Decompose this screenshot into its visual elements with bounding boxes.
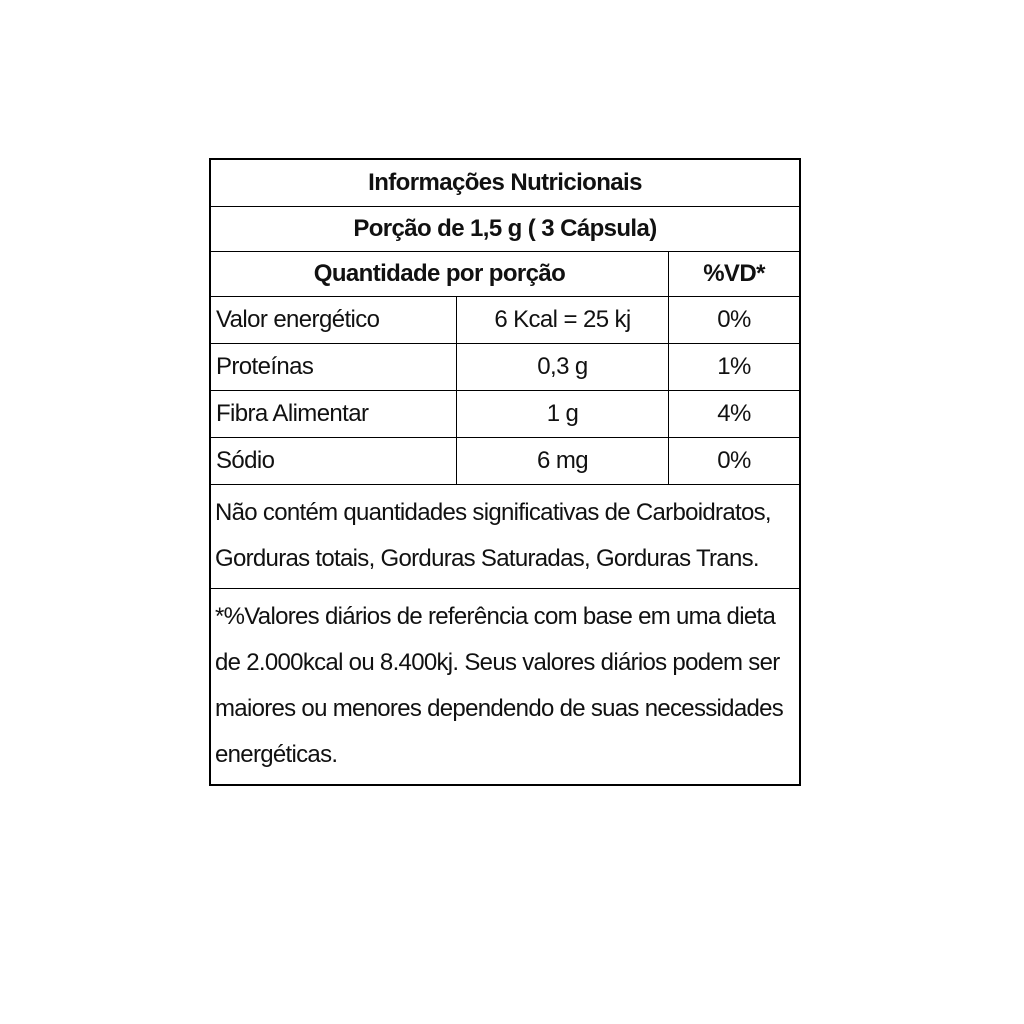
nutrient-vd: 4% — [717, 400, 751, 427]
nutrient-amount: 6 Kcal = 25 kj — [457, 297, 669, 343]
vd-header: %VD* — [703, 260, 765, 287]
table-row — [211, 438, 799, 485]
footnote-line: maiores ou menores dependendo de suas necessidades — [215, 695, 784, 722]
portion-row — [211, 207, 799, 252]
nutrient-vd: 1% — [717, 353, 751, 380]
header-row — [211, 252, 799, 297]
table-row — [211, 391, 799, 438]
footnote-row — [211, 589, 799, 784]
daily-values-footnote — [211, 589, 799, 784]
note-line: Gorduras totais, Gorduras Saturadas, Gorduras Trans. — [215, 545, 759, 572]
footnote-line: de 2.000kcal ou 8.400kj. Seus valores diários podem ser — [215, 649, 780, 676]
nutrient-name: Valor energético — [211, 297, 457, 343]
note-row — [211, 485, 799, 589]
table-title: Informações Nutricionais — [368, 169, 642, 196]
nutrient-vd: 0% — [717, 306, 751, 333]
table-row — [211, 344, 799, 391]
footnote-line: *%Valores diários de referência com base em uma dieta — [215, 603, 776, 630]
nutrient-vd: 0% — [717, 447, 751, 474]
nutrient-name: Sódio — [211, 438, 457, 484]
nutrient-amount: 0,3 g — [457, 344, 669, 390]
not-significant-note — [211, 485, 799, 588]
nutrition-facts-table — [209, 158, 801, 786]
title-row — [211, 160, 799, 207]
nutrient-name: Fibra Alimentar — [211, 391, 457, 437]
portion-size: Porção de 1,5 g ( 3 Cápsula) — [353, 215, 657, 242]
footnote-line: energéticas. — [215, 741, 338, 768]
nutrient-name: Proteínas — [211, 344, 457, 390]
nutrient-amount: 6 mg — [457, 438, 669, 484]
note-line: Não contém quantidades significativas de Carboidratos, — [215, 499, 771, 526]
table-row — [211, 297, 799, 344]
quantity-header: Quantidade por porção — [211, 252, 669, 296]
nutrient-amount: 1 g — [457, 391, 669, 437]
